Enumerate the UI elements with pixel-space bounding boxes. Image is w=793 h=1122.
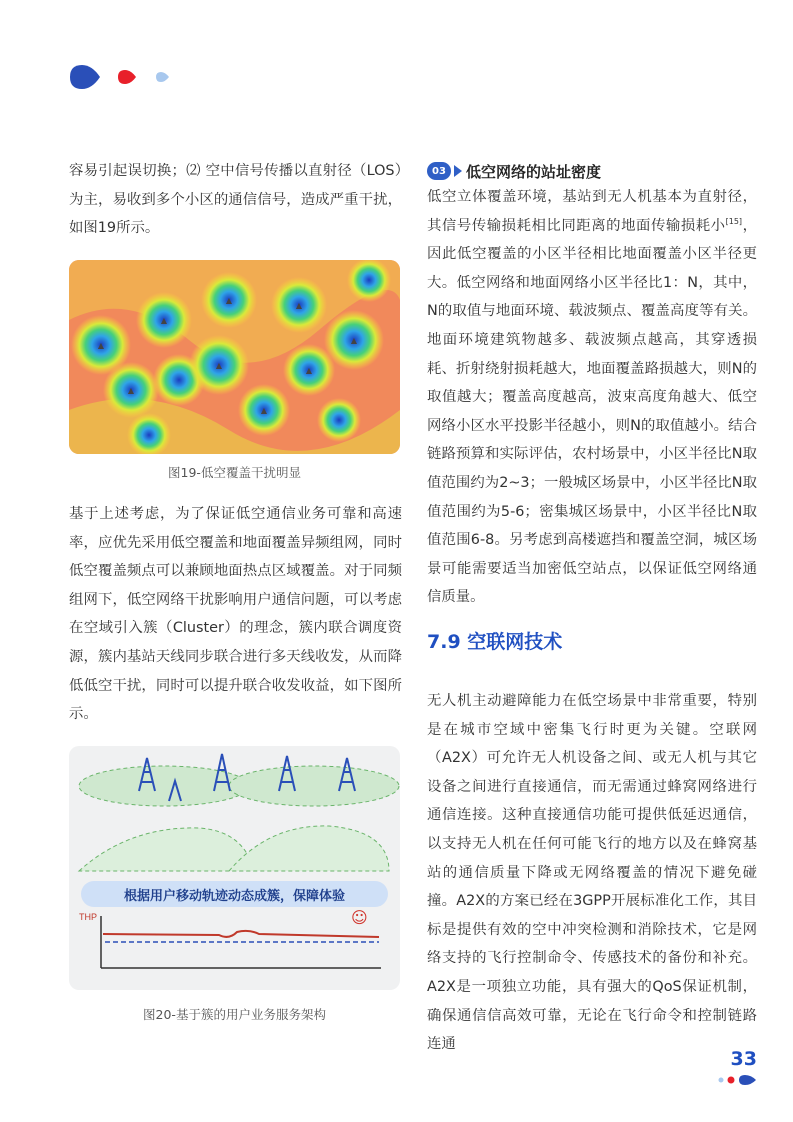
brand-logo-drops: [68, 62, 188, 92]
smiley-icon: ☺: [351, 908, 368, 927]
subsection-number-badge: 03: [427, 162, 451, 180]
citation-ref: [15]: [725, 216, 743, 226]
right-paragraph-2: 无人机主动避障能力在低空场景中非常重要，特别是在城市空域中密集飞行时更为关键。空联网（A2X）可允许无人机设备之间、或无人机与其它设备之间进行直接通信，而无需通过蜂窝网络进行通信连接。这种直接通信功能可提供低延迟通信，以支持无人机在任何可能飞行的地方以及在蜂窝基站的通信质量下降或无网络覆盖的情况下避免碰撞。A2X的方案已经在3GPP开展标准化工作，其目标是提供有效的空中冲突检测和消除技术，它是网络支持的飞行控制命令、传感技术的备份和补充。A2X是一项独立功能，具有强大的QoS保证机制，确保通信信高效可靠，无论在飞行命令和控制链路连通: [427, 693, 757, 1053]
triangle-arrow-icon: [454, 165, 462, 177]
subsection-heading: [427, 158, 601, 184]
svg-text:▲: ▲: [215, 361, 223, 370]
svg-text:▲: ▲: [127, 386, 135, 395]
figure-20-caption: 图20-基于簇的用户业务服务架构: [143, 1007, 326, 1022]
page-number: 33: [730, 1048, 757, 1070]
thp-axis-label: THP: [79, 912, 97, 922]
left-paragraph-2: 基于上述考虑，为了保证低空通信业务可靠和高速率，应优先采用低空覆盖和地面覆盖异频组网，同时低空覆盖频点可以兼顾地面热点区域覆盖。对于同频组网下，低空网络干扰影响用户通信问题，可以考虑在空域引入簇（Cluster）的理念，簇内联合调度资源，簇内基站天线同步联合进行多天线收发，从而降低低空干扰，同时可以提升联合收发收益，如下图所示。: [69, 506, 402, 723]
svg-text:▲: ▲: [295, 301, 303, 310]
section-title: 7.9 空联网技术: [427, 631, 563, 653]
figure-19-caption: 图19-低空覆盖干扰明显: [168, 465, 301, 480]
svg-text:▲: ▲: [305, 366, 313, 375]
subsection-title: 低空网络的站址密度: [466, 162, 602, 181]
svg-text:▲: ▲: [225, 296, 233, 305]
svg-text:▲: ▲: [160, 316, 168, 325]
svg-text:▲: ▲: [97, 341, 105, 350]
figure-20-cluster-architecture: [69, 746, 400, 990]
svg-text:▲: ▲: [260, 406, 268, 415]
svg-text:▲: ▲: [350, 336, 358, 345]
right-paragraph-1: 低空立体覆盖环境，基站到无人机基本为直射径，其信号传输损耗相比同距离的地面传输损耗小[15]，因此低空覆盖的小区半径相比地面覆盖小区半径更大。低空网络和地面网络小区半径比1：N，其中，N的取值与地面环境、载波频点、覆盖高度等有关。地面环境建筑物越多、载波频点越高，其穿透损耗、折射绕射损耗越大，地面覆盖路损越大，则N的取值越大；覆盖高度越高，波束高度角越大、低空网络小区水平投影半径越小，则N的取值越小。结合链路预算和实际评估，农村场景中，小区半径比N取值范围约为2~3；一般城区场景中，小区半径比N取值范围约为5-6；密集城区场景中，小区半径比N取值范围6-8。另考虑到高楼遮挡和覆盖空洞，城区场景可能需要适当加密低空站点，以保证低空网络通信质量。: [427, 189, 757, 606]
left-paragraph-1: 容易引起误切换；⑵ 空中信号传播以直射径（LOS）为主，易收到多个小区的通信信号，造成严重干扰，如图19所示。: [69, 163, 402, 237]
page-number-dots-icon: [717, 1074, 757, 1086]
figure-20-banner: 根据用户移动轨迹动态成簇，保障体验: [81, 881, 388, 907]
figure-19-interference-heatmap: [69, 260, 400, 454]
